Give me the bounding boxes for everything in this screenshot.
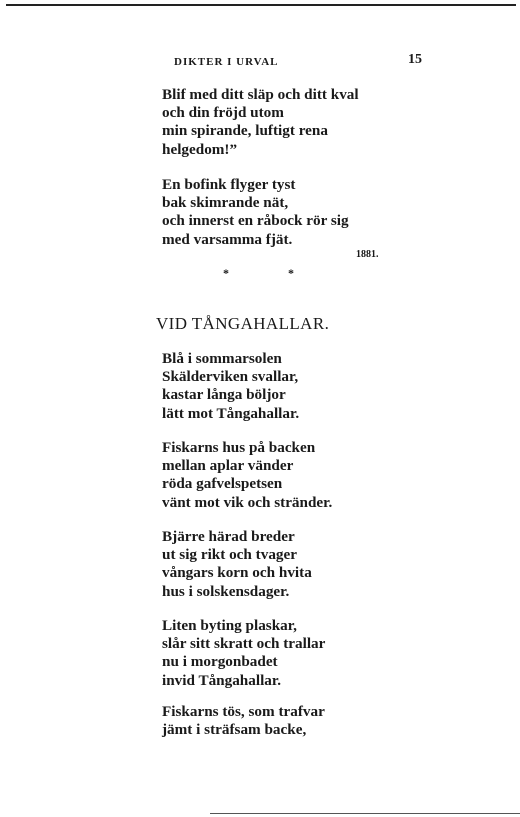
verse-line: och din fröjd utom xyxy=(162,104,284,122)
verse-line: invid Tångahallar. xyxy=(162,671,282,689)
page-number: 15 xyxy=(408,52,422,67)
running-head: DIKTER I URVAL xyxy=(174,56,279,68)
poem2-stanza-2 xyxy=(162,439,332,512)
verse-line: Bjärre härad breder xyxy=(162,528,295,545)
verse-line: Skälderviken svallar, xyxy=(162,368,299,386)
verse-line: Fiskarns tös, som trafvar xyxy=(162,703,325,720)
poem1-stanza-1 xyxy=(162,86,359,159)
verse-line: Fiskarns hus på backen xyxy=(162,439,316,456)
poem2-stanza-1 xyxy=(162,350,299,423)
verse-line: bak skimrande nät, xyxy=(162,194,289,212)
verse-line: vångars korn och hvita xyxy=(162,564,312,582)
verse-line: mellan aplar vänder xyxy=(162,457,294,475)
verse-line: vänt mot vik och stränder. xyxy=(162,493,333,511)
poem2-title: VID TÅNGAHALLAR. xyxy=(156,314,330,333)
section-separator: * * xyxy=(223,266,322,280)
verse-line: jämt i sträfsam backe, xyxy=(162,721,307,739)
top-rule xyxy=(6,4,516,6)
verse-line: kastar långa böljor xyxy=(162,386,286,404)
poem2-stanza-3 xyxy=(162,528,312,601)
poem2-stanza-5 xyxy=(162,703,325,739)
poem1-stanza-2 xyxy=(162,176,349,249)
bottom-rule xyxy=(210,813,520,814)
verse-line: Liten byting plaskar, xyxy=(162,617,297,634)
verse-line: Blif med ditt släp och ditt kval xyxy=(162,86,359,103)
verse-line: lätt mot Tångahallar. xyxy=(162,404,300,422)
verse-line: slår sitt skratt och trallar xyxy=(162,635,326,653)
verse-line: med varsamma fjät. xyxy=(162,230,293,248)
poem1-date: 1881. xyxy=(356,249,379,260)
verse-line: hus i solskensdager. xyxy=(162,582,290,600)
verse-line: Blå i sommarsolen xyxy=(162,350,282,367)
verse-line: och innerst en råbock rör sig xyxy=(162,212,349,230)
verse-line: helgedom!” xyxy=(162,140,238,158)
verse-line: nu i morgonbadet xyxy=(162,653,278,671)
verse-line: min spirande, luftigt rena xyxy=(162,122,328,140)
poem2-stanza-4 xyxy=(162,617,325,690)
verse-line: ut sig rikt och tvager xyxy=(162,546,297,564)
verse-line: En bofink flyger tyst xyxy=(162,176,296,193)
verse-line: röda gafvelspetsen xyxy=(162,475,283,493)
